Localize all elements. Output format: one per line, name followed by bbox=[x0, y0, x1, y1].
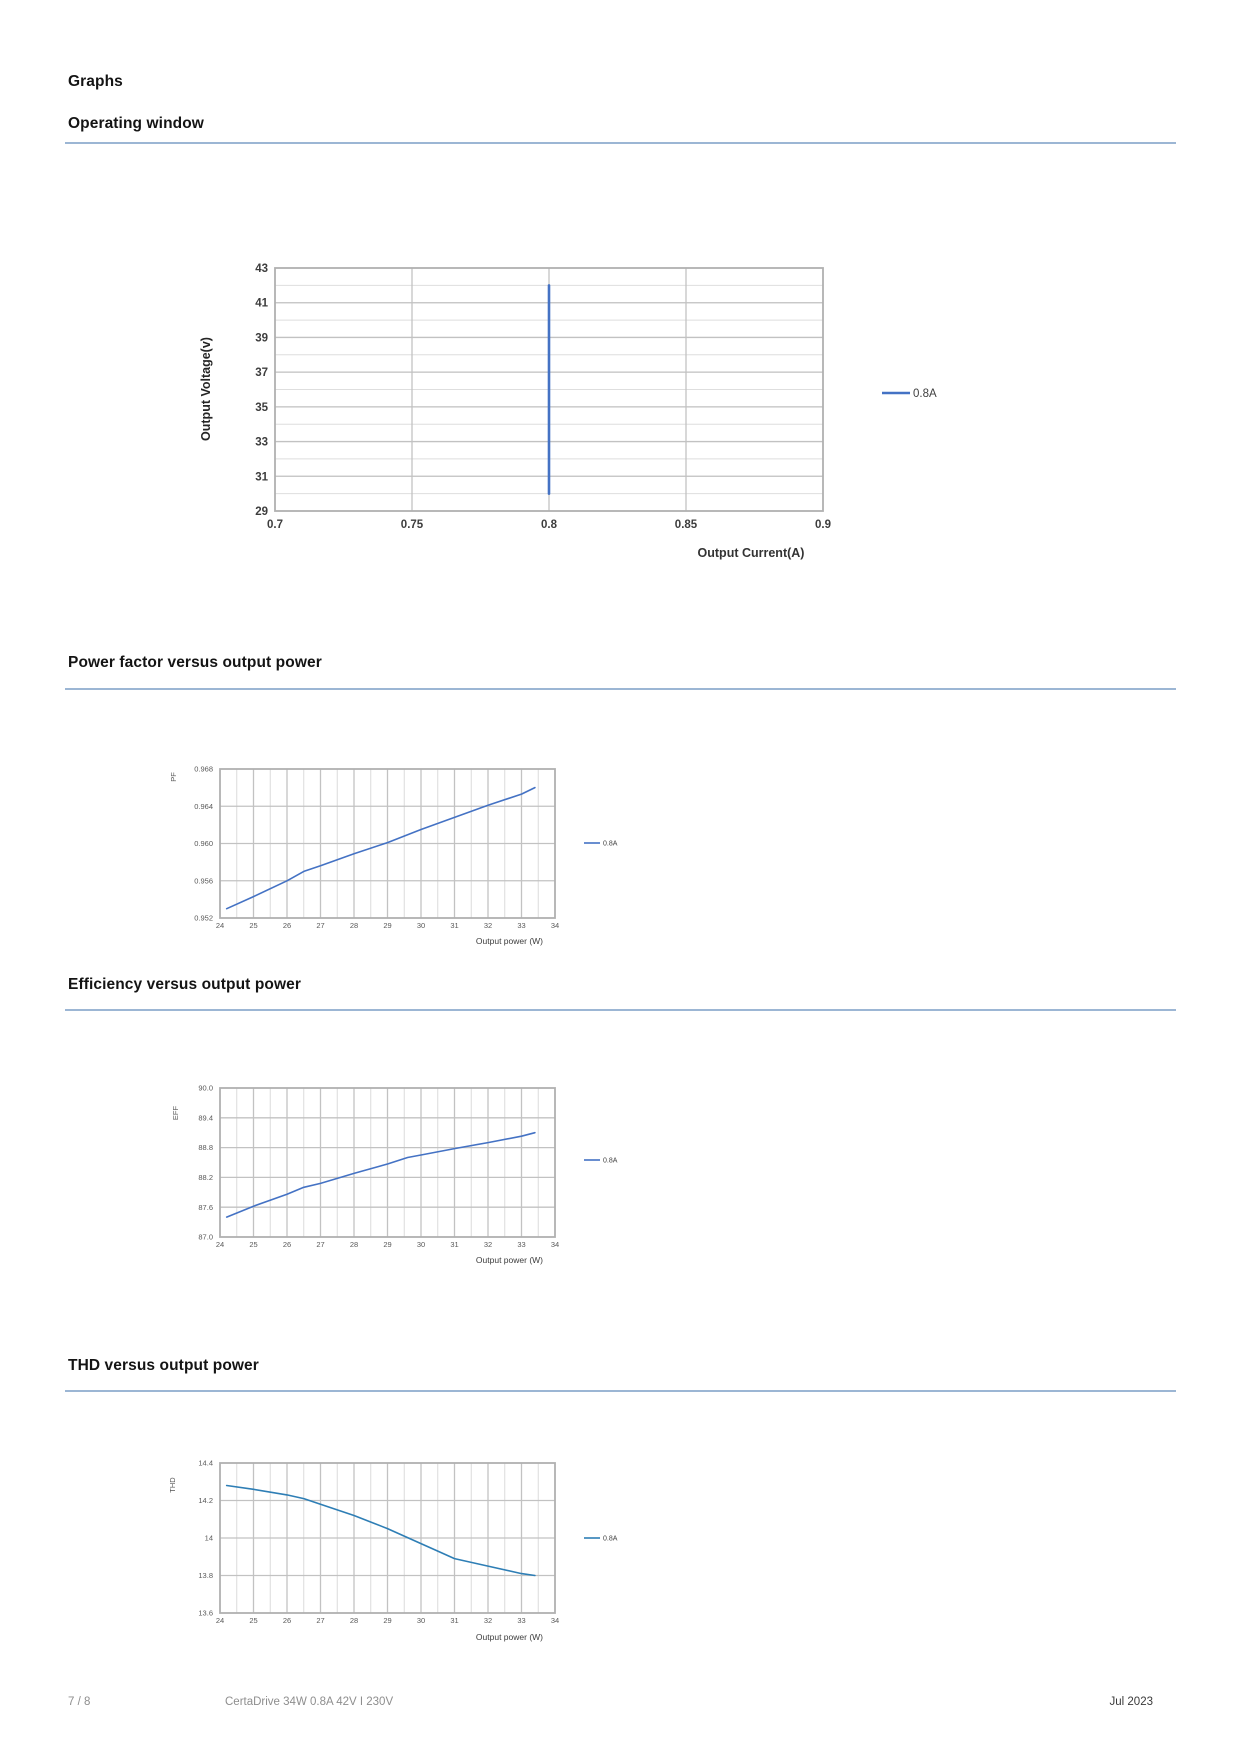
y-tick-label: 87.6 bbox=[198, 1202, 213, 1212]
x-tick-label: 28 bbox=[349, 1616, 359, 1625]
y-tick-label: 0.956 bbox=[194, 876, 213, 886]
x-tick-label: 25 bbox=[249, 921, 258, 930]
y-tick-label: 0.968 bbox=[194, 764, 213, 774]
x-tick-label: 30 bbox=[416, 921, 426, 930]
y-axis-title: THD bbox=[168, 1477, 177, 1493]
x-tick-label: 28 bbox=[349, 921, 359, 930]
y-tick-label: 88.8 bbox=[198, 1143, 213, 1153]
y-tick-label: 0.964 bbox=[194, 801, 213, 811]
x-tick-label: 26 bbox=[282, 921, 292, 930]
legend-label: 0.8A bbox=[603, 1157, 618, 1165]
x-tick-label: 27 bbox=[316, 1616, 325, 1625]
section-divider bbox=[65, 1009, 1176, 1011]
section-title-efficiency: Efficiency versus output power bbox=[68, 976, 301, 993]
x-axis-title: Output power (W) bbox=[475, 1255, 543, 1265]
x-tick-label: 30 bbox=[416, 1616, 426, 1625]
x-axis-title: Output power (W) bbox=[475, 1632, 543, 1642]
x-tick-label: 27 bbox=[316, 921, 325, 930]
series-line bbox=[227, 1133, 535, 1217]
y-tick-label: 0.960 bbox=[194, 839, 213, 849]
y-tick-label: 13.6 bbox=[198, 1608, 213, 1618]
y-tick-label: 41 bbox=[255, 297, 268, 310]
efficiency-chart-svg bbox=[140, 1075, 670, 1290]
y-tick-label: 13.8 bbox=[198, 1571, 213, 1581]
x-tick-label: 24 bbox=[215, 1240, 225, 1249]
section-divider bbox=[65, 142, 1176, 144]
page-title: Graphs bbox=[68, 73, 123, 90]
y-tick-label: 0.952 bbox=[194, 913, 213, 923]
x-tick-label: 31 bbox=[450, 1616, 459, 1625]
y-axis-title: Output Voltage(v) bbox=[199, 337, 213, 441]
y-tick-label: 87.0 bbox=[198, 1232, 213, 1242]
x-tick-label: 27 bbox=[316, 1240, 325, 1249]
x-tick-label: 34 bbox=[550, 1240, 560, 1249]
x-tick-label: 26 bbox=[282, 1240, 292, 1249]
y-tick-label: 31 bbox=[255, 471, 268, 484]
x-tick-label: 24 bbox=[215, 921, 225, 930]
section-title-power-factor: Power factor versus output power bbox=[68, 654, 322, 671]
y-tick-label: 35 bbox=[255, 401, 268, 414]
x-tick-label: 33 bbox=[517, 921, 526, 930]
y-tick-label: 39 bbox=[255, 332, 268, 345]
y-tick-label: 29 bbox=[255, 506, 268, 519]
x-tick-label: 0.8 bbox=[541, 519, 557, 531]
x-tick-label: 25 bbox=[249, 1616, 258, 1625]
power-factor-chart-svg bbox=[140, 740, 670, 955]
x-tick-label: 0.7 bbox=[267, 519, 283, 531]
legend-label: 0.8A bbox=[913, 388, 937, 401]
x-tick-label: 34 bbox=[550, 1616, 560, 1625]
legend-label: 0.8A bbox=[603, 840, 618, 848]
x-tick-label: 0.75 bbox=[400, 519, 424, 531]
x-tick-label: 28 bbox=[349, 1240, 359, 1249]
x-tick-label: 30 bbox=[416, 1240, 426, 1249]
thd-chart bbox=[140, 1450, 670, 1670]
x-tick-label: 33 bbox=[517, 1616, 526, 1625]
series-line bbox=[227, 1486, 535, 1576]
y-tick-label: 43 bbox=[255, 263, 268, 276]
x-tick-label: 32 bbox=[483, 921, 493, 930]
operating-window-chart-svg bbox=[180, 225, 960, 570]
thd-chart-svg bbox=[140, 1450, 670, 1665]
y-tick-label: 33 bbox=[255, 436, 268, 449]
section-title-operating-window: Operating window bbox=[68, 115, 204, 132]
x-tick-label: 33 bbox=[517, 1240, 526, 1249]
footer-date: Jul 2023 bbox=[1109, 1696, 1153, 1708]
efficiency-chart bbox=[140, 1075, 670, 1295]
y-tick-label: 89.4 bbox=[198, 1113, 213, 1123]
x-tick-label: 25 bbox=[249, 1240, 258, 1249]
power-factor-chart bbox=[140, 740, 670, 960]
section-title-thd: THD versus output power bbox=[68, 1357, 259, 1374]
x-tick-label: 29 bbox=[383, 1240, 392, 1249]
x-tick-label: 24 bbox=[215, 1616, 225, 1625]
x-tick-label: 26 bbox=[282, 1616, 292, 1625]
y-axis-title: PF bbox=[169, 772, 178, 782]
x-tick-label: 29 bbox=[383, 921, 392, 930]
x-tick-label: 34 bbox=[550, 921, 560, 930]
x-axis-title: Output Current(A) bbox=[697, 546, 805, 560]
section-divider bbox=[65, 1390, 1176, 1392]
footer-product-name: CertaDrive 34W 0.8A 42V I 230V bbox=[225, 1696, 394, 1708]
x-tick-label: 32 bbox=[483, 1240, 493, 1249]
x-tick-label: 29 bbox=[383, 1616, 392, 1625]
y-tick-label: 14.4 bbox=[198, 1458, 213, 1468]
x-tick-label: 32 bbox=[483, 1616, 493, 1625]
y-tick-label: 88.2 bbox=[198, 1173, 213, 1183]
x-tick-label: 31 bbox=[450, 921, 459, 930]
x-tick-label: 0.85 bbox=[674, 519, 698, 531]
section-divider bbox=[65, 688, 1176, 690]
y-tick-label: 14 bbox=[204, 1533, 213, 1543]
legend-label: 0.8A bbox=[603, 1535, 618, 1543]
y-tick-label: 90.0 bbox=[198, 1083, 213, 1093]
x-tick-label: 31 bbox=[450, 1240, 459, 1249]
y-axis-title: EFF bbox=[171, 1105, 180, 1121]
x-axis-title: Output power (W) bbox=[475, 936, 543, 946]
y-tick-label: 37 bbox=[255, 367, 268, 380]
x-tick-label: 0.9 bbox=[815, 519, 831, 531]
operating-window-chart bbox=[180, 225, 960, 575]
footer-page-indicator: 7 / 8 bbox=[68, 1696, 91, 1708]
y-tick-label: 14.2 bbox=[198, 1496, 213, 1506]
